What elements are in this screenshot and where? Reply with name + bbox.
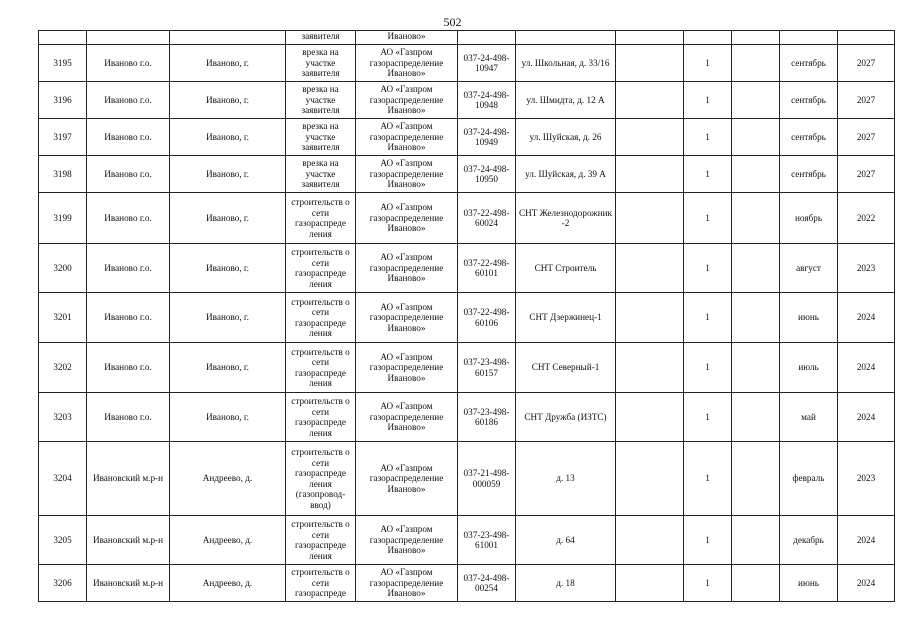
month-cell: сентябрь bbox=[780, 119, 838, 156]
organization-cell: АО «Газпром газораспределение Иваново» bbox=[356, 393, 458, 442]
gas-connection-table bbox=[38, 30, 895, 602]
district-cell: Иваново г.о. bbox=[87, 119, 170, 156]
empty-cell bbox=[732, 156, 780, 193]
code-cell: 037-22-498-60101 bbox=[458, 244, 516, 293]
empty-cell bbox=[732, 442, 780, 516]
empty-cell bbox=[616, 82, 684, 119]
code-cell: 037-24-498-00254 bbox=[458, 565, 516, 602]
district-cell: Иваново г.о. bbox=[87, 244, 170, 293]
table-row bbox=[39, 119, 895, 156]
row-number-cell: 3198 bbox=[39, 156, 87, 193]
quantity-cell: 1 bbox=[684, 156, 732, 193]
row-number-cell: 3197 bbox=[39, 119, 87, 156]
address-cell: д. 13 bbox=[516, 442, 616, 516]
quantity-cell: 1 bbox=[684, 119, 732, 156]
year-cell: 2027 bbox=[838, 45, 895, 82]
quantity-cell: 1 bbox=[684, 45, 732, 82]
address-cell: СНТ Дзержинец-1 bbox=[516, 293, 616, 343]
year-cell: 2024 bbox=[838, 343, 895, 393]
code-cell: 037-22-498-60024 bbox=[458, 193, 516, 244]
work-type-cell: заявителя bbox=[286, 31, 356, 45]
empty-cell bbox=[616, 156, 684, 193]
organization-cell: АО «Газпром газораспределение Иваново» bbox=[356, 244, 458, 293]
table-body bbox=[39, 31, 895, 602]
organization-cell: АО «Газпром газораспределение Иваново» bbox=[356, 516, 458, 565]
work-type-cell: врезка на участке заявителя bbox=[286, 45, 356, 82]
locality-cell: Иваново, г. bbox=[170, 193, 286, 244]
locality-cell: Андреево, д. bbox=[170, 565, 286, 602]
work-type-cell: строительств о сети газораспреде ления (газопровод-ввод) bbox=[286, 442, 356, 516]
organization-cell: АО «Газпром газораспределение Иваново» bbox=[356, 442, 458, 516]
partial-row bbox=[39, 31, 895, 45]
year-cell: 2023 bbox=[838, 244, 895, 293]
district-cell: Иваново г.о. bbox=[87, 343, 170, 393]
row-number-cell: 3202 bbox=[39, 343, 87, 393]
empty-cell bbox=[732, 343, 780, 393]
work-type-cell: строительств о сети газораспреде ления bbox=[286, 516, 356, 565]
address-cell: СНТ Железнодорожник -2 bbox=[516, 193, 616, 244]
work-type-cell: строительств о сети газораспреде bbox=[286, 565, 356, 602]
address-cell: д. 64 bbox=[516, 516, 616, 565]
address-cell: ул. Шмидта, д. 12 А bbox=[516, 82, 616, 119]
table-row bbox=[39, 442, 895, 516]
address-cell: ул. Шуйская, д. 39 А bbox=[516, 156, 616, 193]
address-cell: д. 18 bbox=[516, 565, 616, 602]
empty-cell bbox=[732, 244, 780, 293]
code-cell: 037-24-498-10950 bbox=[458, 156, 516, 193]
empty-cell bbox=[732, 45, 780, 82]
year-cell: 2027 bbox=[838, 119, 895, 156]
table-row bbox=[39, 82, 895, 119]
quantity-cell: 1 bbox=[684, 193, 732, 244]
organization-cell: АО «Газпром газораспределение Иваново» bbox=[356, 565, 458, 602]
locality-cell: Иваново, г. bbox=[170, 244, 286, 293]
locality-cell: Иваново, г. bbox=[170, 343, 286, 393]
empty-cell bbox=[616, 45, 684, 82]
empty-cell bbox=[616, 442, 684, 516]
month-cell: июль bbox=[780, 343, 838, 393]
row-number-cell: 3203 bbox=[39, 393, 87, 442]
code-cell: 037-23-498-60157 bbox=[458, 343, 516, 393]
locality-cell: Андреево, д. bbox=[170, 516, 286, 565]
locality-cell: Иваново, г. bbox=[170, 393, 286, 442]
row-number-cell: 3200 bbox=[39, 244, 87, 293]
district-cell: Ивановский м.р-н bbox=[87, 516, 170, 565]
month-cell: декабрь bbox=[780, 516, 838, 565]
empty-cell bbox=[616, 193, 684, 244]
organization-cell: АО «Газпром газораспределение Иваново» bbox=[356, 293, 458, 343]
year-cell: 2027 bbox=[838, 82, 895, 119]
table-row bbox=[39, 393, 895, 442]
page-number: 502 bbox=[443, 15, 462, 29]
row-number-cell: 3204 bbox=[39, 442, 87, 516]
row-number-cell: 3201 bbox=[39, 293, 87, 343]
month-cell: июнь bbox=[780, 565, 838, 602]
locality-cell: Иваново, г. bbox=[170, 293, 286, 343]
table-row bbox=[39, 193, 895, 244]
month-cell: февраль bbox=[780, 442, 838, 516]
code-cell: 037-23-498-61001 bbox=[458, 516, 516, 565]
district-cell: Иваново г.о. bbox=[87, 45, 170, 82]
quantity-cell: 1 bbox=[684, 343, 732, 393]
empty-cell bbox=[616, 119, 684, 156]
district-cell: Ивановский м.р-н bbox=[87, 565, 170, 602]
organization-cell: АО «Газпром газораспределение Иваново» bbox=[356, 343, 458, 393]
year-cell: 2024 bbox=[838, 293, 895, 343]
table-row bbox=[39, 516, 895, 565]
table-row bbox=[39, 244, 895, 293]
organization-cell: Иваново» bbox=[356, 31, 458, 45]
empty-cell bbox=[732, 82, 780, 119]
table-row bbox=[39, 45, 895, 82]
address-cell: СНТ Северный-1 bbox=[516, 343, 616, 393]
empty-cell bbox=[616, 244, 684, 293]
empty-cell bbox=[616, 343, 684, 393]
organization-cell: АО «Газпром газораспределение Иваново» bbox=[356, 156, 458, 193]
locality-cell: Иваново, г. bbox=[170, 119, 286, 156]
quantity-cell: 1 bbox=[684, 393, 732, 442]
locality-cell: Иваново, г. bbox=[170, 82, 286, 119]
code-cell: 037-22-498-60106 bbox=[458, 293, 516, 343]
month-cell: сентябрь bbox=[780, 45, 838, 82]
district-cell: Иваново г.о. bbox=[87, 156, 170, 193]
empty-cell bbox=[732, 119, 780, 156]
quantity-cell: 1 bbox=[684, 244, 732, 293]
organization-cell: АО «Газпром газораспределение Иваново» bbox=[356, 193, 458, 244]
district-cell: Иваново г.о. bbox=[87, 393, 170, 442]
month-cell: ноябрь bbox=[780, 193, 838, 244]
work-type-cell: строительств о сети газораспреде ления bbox=[286, 393, 356, 442]
empty-cell bbox=[616, 393, 684, 442]
locality-cell: Иваново, г. bbox=[170, 156, 286, 193]
code-cell: 037-21-498-000059 bbox=[458, 442, 516, 516]
month-cell: сентябрь bbox=[780, 82, 838, 119]
row-number-cell: 3196 bbox=[39, 82, 87, 119]
locality-cell: Иваново, г. bbox=[170, 45, 286, 82]
table-row bbox=[39, 293, 895, 343]
district-cell: Ивановский м.р-н bbox=[87, 442, 170, 516]
code-cell: 037-24-498-10949 bbox=[458, 119, 516, 156]
row-number-cell: 3205 bbox=[39, 516, 87, 565]
code-cell: 037-24-498-10948 bbox=[458, 82, 516, 119]
month-cell: сентябрь bbox=[780, 156, 838, 193]
district-cell: Иваново г.о. bbox=[87, 82, 170, 119]
year-cell: 2022 bbox=[838, 193, 895, 244]
empty-cell bbox=[732, 293, 780, 343]
table-row bbox=[39, 156, 895, 193]
empty-cell bbox=[732, 565, 780, 602]
work-type-cell: строительств о сети газораспреде ления bbox=[286, 293, 356, 343]
empty-cell bbox=[616, 516, 684, 565]
row-number-cell: 3195 bbox=[39, 45, 87, 82]
district-cell: Иваново г.о. bbox=[87, 293, 170, 343]
work-type-cell: врезка на участке заявителя bbox=[286, 82, 356, 119]
row-number-cell: 3206 bbox=[39, 565, 87, 602]
year-cell: 2023 bbox=[838, 442, 895, 516]
work-type-cell: строительств о сети газораспреде ления bbox=[286, 193, 356, 244]
year-cell: 2024 bbox=[838, 393, 895, 442]
work-type-cell: строительств о сети газораспреде ления bbox=[286, 244, 356, 293]
quantity-cell: 1 bbox=[684, 442, 732, 516]
organization-cell: АО «Газпром газораспределение Иваново» bbox=[356, 45, 458, 82]
code-cell: 037-23-498-60186 bbox=[458, 393, 516, 442]
work-type-cell: строительств о сети газораспреде ления bbox=[286, 343, 356, 393]
address-cell: СНТ Строитель bbox=[516, 244, 616, 293]
quantity-cell: 1 bbox=[684, 565, 732, 602]
year-cell: 2024 bbox=[838, 565, 895, 602]
address-cell: ул. Школьная, д. 33/16 bbox=[516, 45, 616, 82]
month-cell: август bbox=[780, 244, 838, 293]
empty-cell bbox=[616, 293, 684, 343]
row-number-cell: 3199 bbox=[39, 193, 87, 244]
year-cell: 2024 bbox=[838, 516, 895, 565]
quantity-cell: 1 bbox=[684, 516, 732, 565]
empty-cell bbox=[732, 193, 780, 244]
quantity-cell: 1 bbox=[684, 293, 732, 343]
table-row bbox=[39, 343, 895, 393]
table-row bbox=[39, 565, 895, 602]
month-cell: май bbox=[780, 393, 838, 442]
organization-cell: АО «Газпром газораспределение Иваново» bbox=[356, 119, 458, 156]
empty-cell bbox=[732, 516, 780, 565]
code-cell: 037-24-498-10947 bbox=[458, 45, 516, 82]
work-type-cell: врезка на участке заявителя bbox=[286, 156, 356, 193]
district-cell: Иваново г.о. bbox=[87, 193, 170, 244]
organization-cell: АО «Газпром газораспределение Иваново» bbox=[356, 82, 458, 119]
address-cell: ул. Шуйская, д. 26 bbox=[516, 119, 616, 156]
year-cell: 2027 bbox=[838, 156, 895, 193]
locality-cell: Андреево, д. bbox=[170, 442, 286, 516]
work-type-cell: врезка на участке заявителя bbox=[286, 119, 356, 156]
empty-cell bbox=[732, 393, 780, 442]
address-cell: СНТ Дружба (ИЗТС) bbox=[516, 393, 616, 442]
empty-cell bbox=[616, 565, 684, 602]
quantity-cell: 1 bbox=[684, 82, 732, 119]
month-cell: июнь bbox=[780, 293, 838, 343]
